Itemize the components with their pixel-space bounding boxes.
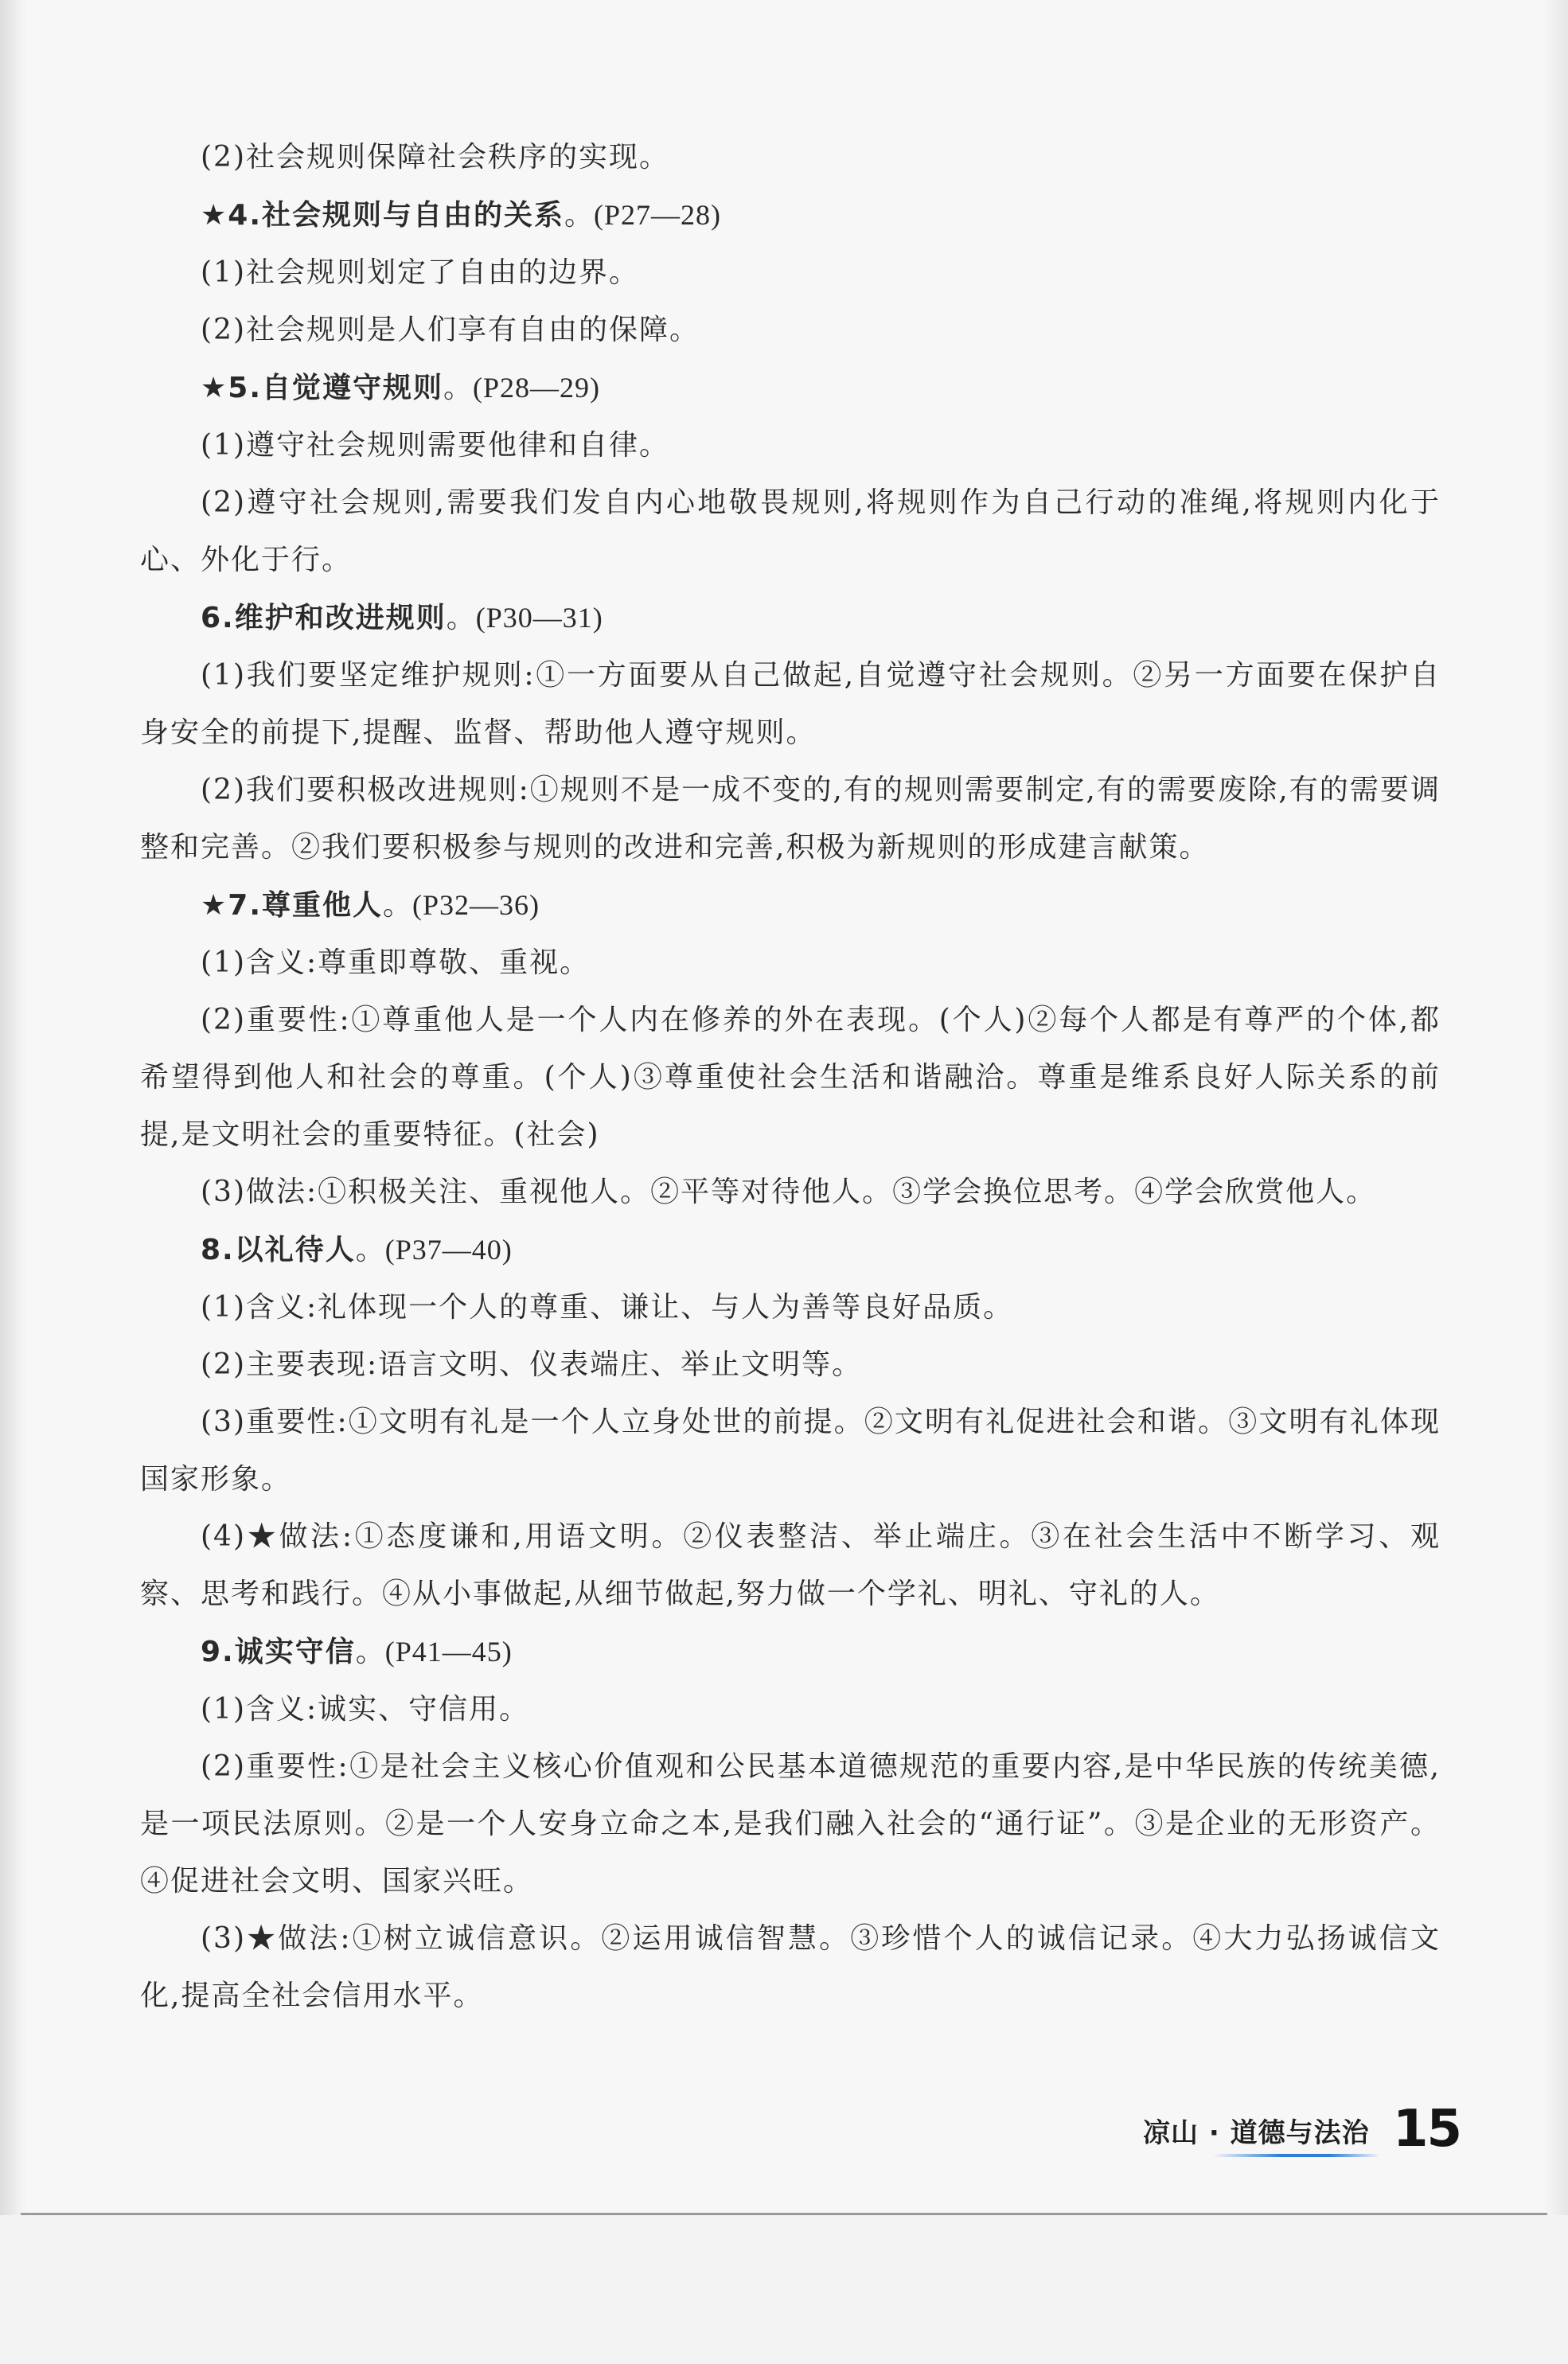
section-heading-title: 9.诚实守信	[201, 1636, 356, 1668]
section-heading-title: ★5.自觉遵守规则	[201, 372, 443, 404]
body-paragraph: (1)含义:尊重即尊敬、重视。	[201, 946, 591, 979]
body-paragraph: (1)社会规则划定了自由的边界。	[201, 256, 639, 289]
body-paragraph: (2)社会规则是人们享有自由的保障。	[201, 314, 700, 346]
body-paragraph: (3)重要性:①文明有礼是一个人立身处世的前提。②文明有礼促进社会和谐。③文明有礼体现国家形象。	[140, 1406, 1441, 1496]
body-paragraph: (2)社会规则保障社会秩序的实现。	[201, 141, 669, 174]
body-paragraph: (3)★做法:①树立诚信意识。②运用诚信智慧。③珍惜个人的诚信记录。④大力弘扬诚信文化,提高全社会信用水平。	[140, 1922, 1441, 2012]
section-heading	[140, 589, 1441, 647]
section-heading-title: 8.以礼待人	[201, 1234, 356, 1266]
body-paragraph: (4)★做法:①态度谦和,用语文明。②仪表整洁、举止端庄。③在社会生活中不断学习、观察、思考和践行。④从小事做起,从细节做起,努力做一个学礼、明礼、守礼的人。	[140, 1520, 1441, 1610]
section-heading	[140, 1221, 1441, 1279]
section-page-reference: 。(P32—36)	[383, 889, 540, 921]
section-heading	[140, 186, 1441, 244]
section-heading-title: ★7.尊重他人	[201, 889, 383, 922]
body-paragraph: (2)遵守社会规则,需要我们发自内心地敬畏规则,将规则作为自己行动的准绳,将规则内化于心、外化于行。	[140, 486, 1441, 576]
body-paragraph: (1)遵守社会规则需要他律和自律。	[201, 429, 669, 462]
bottom-margin	[0, 2215, 1568, 2364]
body-paragraph: (1)含义:诚实、守信用。	[201, 1693, 530, 1726]
section-page-reference: 。(P28—29)	[443, 372, 600, 404]
section-heading-title: ★4.社会规则与自由的关系	[201, 199, 564, 232]
section-heading-title: 6.维护和改进规则	[201, 602, 447, 634]
footer-label: 凉山 · 道德与法治	[1143, 2117, 1370, 2149]
section-page-reference: 。(P27—28)	[564, 199, 721, 231]
page-body	[140, 129, 1441, 2025]
body-paragraph: (2)重要性:①是社会主义核心价值观和公民基本道德规范的重要内容,是中华民族的传统美德,是一项民法原则。②是一个人安身立命之本,是我们融入社会的“通行证”。③是企业的无形资产。④促进社会文明、国家兴旺。	[140, 1750, 1441, 1898]
section-heading	[140, 359, 1441, 417]
body-paragraph: (2)我们要积极改进规则:①规则不是一成不变的,有的规则需要制定,有的需要废除,有的需要调整和完善。②我们要积极参与规则的改进和完善,积极为新规则的形成建言献策。	[140, 774, 1441, 864]
body-paragraph: (2)主要表现:语言文明、仪表端庄、举止文明等。	[201, 1348, 863, 1381]
footer-accent-line	[1213, 2154, 1380, 2157]
body-paragraph: (2)重要性:①尊重他人是一个人内在修养的外在表现。(个人)②每个人都是有尊严的个体,都希望得到他人和社会的尊重。(个人)③尊重使社会生活和谐融洽。尊重是维系良好人际关系的前提,是文明社会的重要特征。(社会)	[140, 1004, 1441, 1151]
section-heading	[140, 1623, 1441, 1681]
page-number: 15	[1393, 2100, 1461, 2159]
section-heading	[140, 876, 1441, 934]
section-page-reference: 。(P41—45)	[355, 1636, 513, 1668]
body-paragraph: (3)做法:①积极关注、重视他人。②平等对待他人。③学会换位思考。④学会欣赏他人。	[201, 1176, 1377, 1208]
section-page-reference: 。(P37—40)	[355, 1234, 513, 1266]
body-paragraph: (1)我们要坚定维护规则:①一方面要从自己做起,自觉遵守社会规则。②另一方面要在保护自身安全的前提下,提醒、监督、帮助他人遵守规则。	[140, 659, 1441, 749]
body-paragraph: (1)含义:礼体现一个人的尊重、谦让、与人为善等良好品质。	[201, 1291, 1014, 1324]
section-page-reference: 。(P30—31)	[446, 602, 603, 634]
page-footer	[1143, 2100, 1461, 2165]
